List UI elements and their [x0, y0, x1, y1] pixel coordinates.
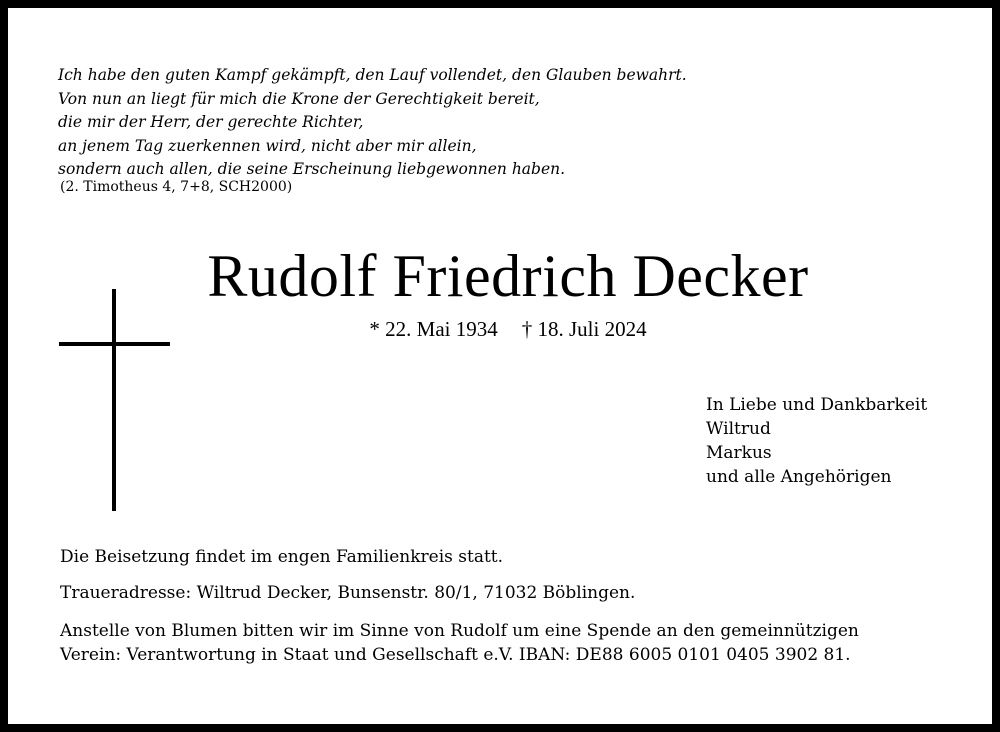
mourners-line: In Liebe und Dankbarkeit	[706, 395, 928, 415]
verse-line: sondern auch allen, die seine Erscheinung liebgewonnen haben.	[58, 160, 566, 178]
bible-verse	[58, 64, 687, 182]
death-date: † 18. Juli 2024	[521, 317, 647, 341]
deceased-name: Rudolf Friedrich Decker	[207, 243, 809, 309]
verse-line: die mir der Herr, der gerechte Richter,	[58, 113, 364, 131]
donation-line: Anstelle von Blumen bitten wir im Sinne von Rudolf um eine Spende an den gemeinnützigen	[60, 621, 859, 641]
mourners-line: Wiltrud	[706, 419, 771, 439]
mourning-address	[60, 581, 635, 605]
verse-line: Ich habe den guten Kampf gekämpft, den Lauf vollendet, den Glauben bewahrt.	[58, 66, 687, 84]
mourners-line: Markus	[706, 443, 772, 463]
burial-notice	[60, 545, 503, 569]
donation-notice	[60, 619, 859, 667]
verse-line: an jenem Tag zuerkennen wird, nicht aber mir allein,	[58, 136, 477, 155]
mourners-block	[706, 393, 927, 489]
burial-notice-text: Die Beisetzung findet im engen Familienkreis statt.	[60, 547, 504, 567]
mourners-line: und alle Angehörigen	[706, 467, 892, 487]
cross-vertical-bar	[112, 289, 116, 511]
verse-line: Von nun an liegt für mich die Krone der Gerechtigkeit bereit,	[58, 89, 540, 108]
birth-date: * 22. Mai 1934	[369, 317, 498, 341]
mourning-address-text: Traueradresse: Wiltrud Decker, Bunsenstr. 80/1, 71032 Böblingen.	[60, 583, 636, 603]
verse-reference: (2. Timotheus 4, 7+8, SCH2000)	[60, 179, 293, 195]
cross-horizontal-bar	[59, 342, 170, 346]
donation-line: Verein: Verantwortung in Staat und Gesellschaft e.V. IBAN: DE88 6005 0101 0405 3902 81.	[60, 645, 851, 665]
life-dates	[8, 317, 1000, 342]
